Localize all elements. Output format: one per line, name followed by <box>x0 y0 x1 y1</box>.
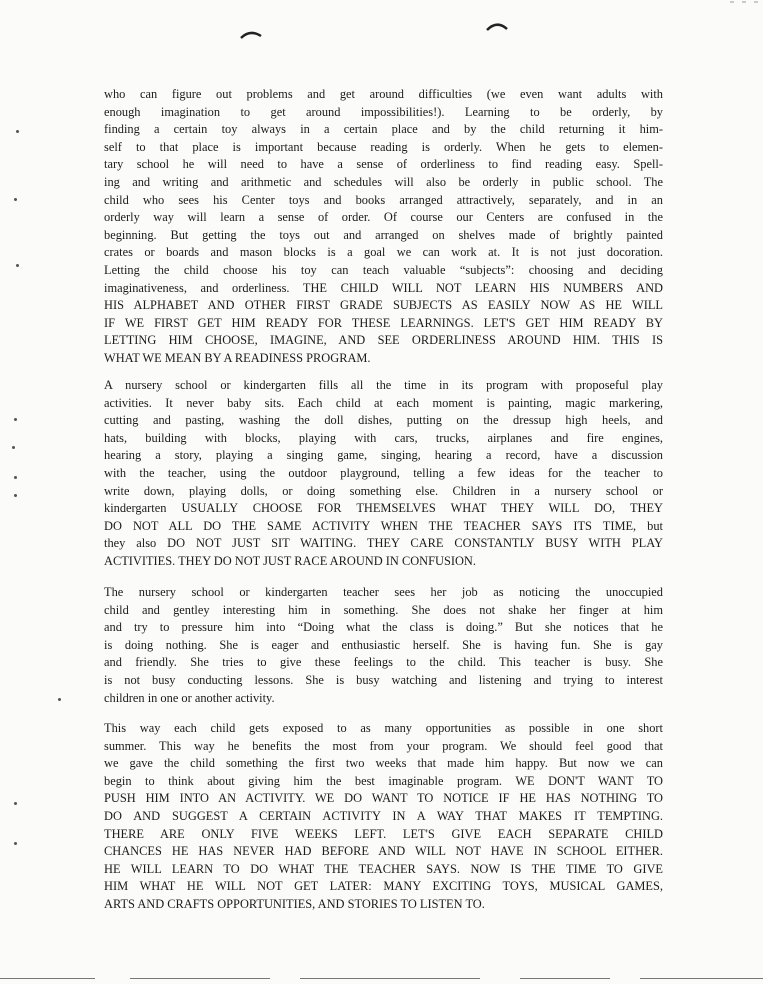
margin-dot <box>58 698 61 701</box>
text-line: kindergarten USUALLY CHOOSE FOR THEMSELVES WHAT THEY WILL DO, THEY <box>104 501 663 516</box>
text-line: beginning. But getting the toys out and arranged on shelves made of brightly painted <box>104 227 663 242</box>
text-line: CHANCES HE HAS NEVER HAD BEFORE AND WILL NOT HAVE IN SCHOOL EITHER. <box>104 844 663 859</box>
bottom-rule <box>640 978 763 979</box>
text-line: HIM WHAT HE WILL NOT GET LATER: MANY EXCITING TOYS, MUSICAL GAMES, <box>104 879 663 894</box>
corner-scan-marks <box>728 0 763 4</box>
margin-dot <box>14 198 17 201</box>
text-line: DO NOT ALL DO THE SAME ACTIVITY WHEN THE TEACHER SAYS ITS TIME, but <box>104 518 663 533</box>
text-line: child who sees his Center toys and books arranged attractively, separately, and in an <box>104 192 663 207</box>
paragraph-3 <box>104 584 663 707</box>
text-line: they also DO NOT JUST SIT WAITING. THEY CARE CONSTANTLY BUSY WITH PLAY <box>104 536 663 551</box>
text-line: The nursery school or kindergarten teacher sees her job as noticing the unoccupied <box>104 585 663 599</box>
text-line: children in one or another activity. <box>104 690 275 705</box>
text-line: orderly way will learn a sense of order. Of course our Centers are confused in the <box>104 210 663 225</box>
margin-dot <box>14 476 17 479</box>
text-line: we gave the child something the first two weeks that made him happy. But now we can <box>104 756 663 771</box>
text-line: A nursery school or kindergarten fills all the time in its program with proposeful play <box>104 378 663 392</box>
text-line: begin to think about giving him the best imaginable program. WE DON'T WANT TO <box>104 773 663 788</box>
bottom-rule <box>300 978 480 979</box>
text-line: activities. It never baby sits. Each child at each moment is painting, magic markering, <box>104 395 663 410</box>
text-line: This way each child gets exposed to as many opportunities as possible in one short <box>104 721 663 735</box>
margin-dot <box>12 446 15 449</box>
margin-dot <box>14 842 17 845</box>
margin-dot <box>16 264 19 267</box>
text-line: finding a certain toy always in a certain place and by the child returning it him- <box>104 122 663 137</box>
binder-hole-mark-right <box>486 20 508 32</box>
text-line: WHAT WE MEAN BY A READINESS PROGRAM. <box>104 350 371 365</box>
bottom-rule <box>520 978 610 979</box>
text-line: LETTING HIM CHOOSE, IMAGINE, AND SEE ORDERLINESS AROUND HIM. THIS IS <box>104 333 663 348</box>
text-line: PUSH HIM INTO AN ACTIVITY. WE DO WANT TO NOTICE IF HE HAS NOTHING TO <box>104 791 663 806</box>
margin-dot <box>16 130 19 133</box>
text-line: is not busy conducting lessons. She is busy watching and listening and trying to interest <box>104 672 663 687</box>
text-line: IF WE FIRST GET HIM READY FOR THESE LEARNINGS. LET'S GET HIM READY BY <box>104 315 663 330</box>
text-line: hats, building with blocks, playing with cars, trucks, airplanes and fire engines, <box>104 430 663 445</box>
text-line: child and gentley interesting him in something. She does not shake her finger at him <box>104 602 663 617</box>
text-line: is doing nothing. She is eager and enthusiastic herself. She is having fun. She is gay <box>104 637 663 652</box>
text-line: and friendly. She tries to give these feelings to the child. This teacher is busy. She <box>104 655 663 670</box>
text-line: Letting the child choose his toy can teach valuable “subjects”: choosing and deciding <box>104 262 663 277</box>
paragraph-4 <box>104 720 663 914</box>
text-line: ARTS AND CRAFTS OPPORTUNITIES, AND STORIES TO LISTEN TO. <box>104 896 485 911</box>
text-line: enough imagination to get around impossibilities!). Learning to be orderly, by <box>104 104 663 119</box>
text-line: cutting and pasting, washing the doll dishes, putting on the dressup high heels, and <box>104 413 663 428</box>
paragraph-1 <box>104 86 663 368</box>
text-line: and try to pressure him into “Doing what the class is doing.” But she notices that he <box>104 620 663 635</box>
text-line: summer. This way he benefits the most from your program. We should feel good that <box>104 738 663 753</box>
text-line: ing and writing and arithmetic and schedules will also be orderly in public school. The <box>104 174 663 189</box>
text-line: ACTIVITIES. THEY DO NOT JUST RACE AROUND IN CONFUSION. <box>104 553 476 568</box>
text-line: tary school he will need to have a sense of orderliness to find reading easy. Spell- <box>104 157 663 172</box>
binder-hole-mark-left <box>240 28 262 40</box>
text-line: DO AND SUGGEST A CERTAIN ACTIVITY IN A WAY THAT MAKES IT TEMPTING. <box>104 808 663 823</box>
bottom-rule <box>0 978 95 979</box>
text-line: who can figure out problems and get around difficulties (we even want adults with <box>104 87 663 101</box>
margin-dot <box>14 802 17 805</box>
text-line: THERE ARE ONLY FIVE WEEKS LEFT. LET'S GIVE EACH SEPARATE CHILD <box>104 826 663 841</box>
text-line: HE WILL LEARN TO DO WHAT THE TEACHER SAYS. NOW IS THE TIME TO GIVE <box>104 861 663 876</box>
paragraph-2 <box>104 377 663 571</box>
text-line: imaginativeness, and orderliness. THE CHILD WILL NOT LEARN HIS NUMBERS AND <box>104 280 663 295</box>
text-line: write down, playing dolls, or doing something else. Children in a nursery school or <box>104 483 663 498</box>
text-line: hearing a story, playing a singing game, singing, hearing a record, have a discussion <box>104 448 663 463</box>
margin-dot <box>14 494 17 497</box>
text-line: with the teacher, using the outdoor playground, telling a few ideas for the teacher to <box>104 465 663 480</box>
margin-dot <box>14 418 17 421</box>
text-line: HIS ALPHABET AND OTHER FIRST GRADE SUBJECTS AS EASILY NOW AS HE WILL <box>104 298 663 313</box>
text-line: self to that place is important because reading is orderly. When he gets to elemen- <box>104 139 663 154</box>
bottom-rule <box>130 978 270 979</box>
text-line: crates or boards and mason blocks is a goal we can work at. It is not just docoration. <box>104 245 663 260</box>
